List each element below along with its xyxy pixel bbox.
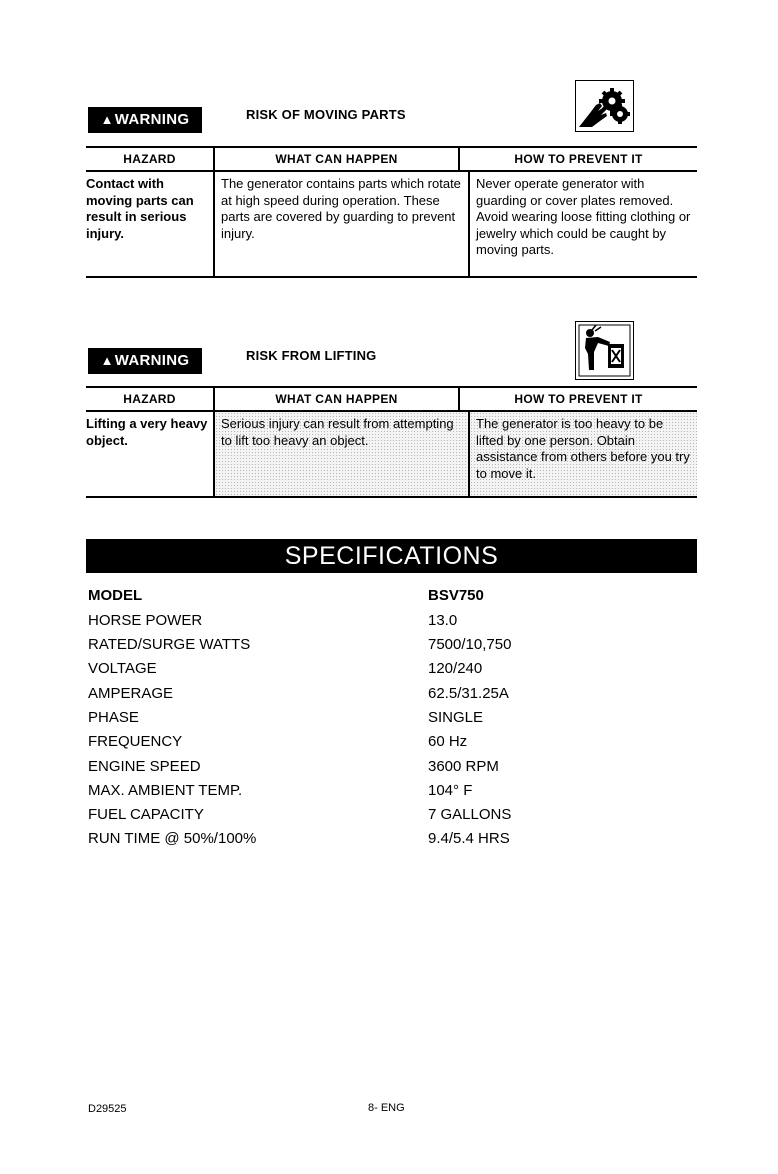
hazard-table-row xyxy=(86,412,697,496)
warning-badge-label: WARNING xyxy=(114,111,190,128)
spec-label: VOLTAGE xyxy=(88,660,157,677)
spec-value: 13.0 xyxy=(428,612,458,629)
spec-row xyxy=(88,806,648,830)
header-how-to-prevent: HOW TO PREVENT IT xyxy=(458,148,697,170)
spec-value: 120/240 xyxy=(428,660,483,677)
hazard-table-lifting xyxy=(86,386,697,498)
header-what-can-happen: WHAT CAN HAPPEN xyxy=(213,388,458,410)
hazard-table-header xyxy=(86,148,697,172)
hazard-table-row xyxy=(86,172,697,276)
page-number: 8- ENG xyxy=(368,1102,405,1114)
spec-row xyxy=(88,709,648,733)
hazard-text: Contact with moving parts can result in serious injury. xyxy=(86,176,194,241)
warning-badge-moving-parts xyxy=(88,107,202,133)
hazard-text: Lifting a very heavy object. xyxy=(86,416,208,448)
moving-parts-hand-gears-icon xyxy=(575,80,634,132)
spec-label: PHASE xyxy=(88,709,139,726)
spec-header-row xyxy=(88,587,648,611)
warning-triangle-icon: ▲ xyxy=(100,112,114,127)
warning-badge-lifting xyxy=(88,348,202,374)
header-what-can-happen: WHAT CAN HAPPEN xyxy=(213,148,458,170)
spec-row xyxy=(88,636,648,660)
spec-row xyxy=(88,612,648,636)
spec-value: 7500/10,750 xyxy=(428,636,512,653)
spec-value: SINGLE xyxy=(428,709,484,726)
hazard-table-moving-parts xyxy=(86,146,697,278)
spec-header-value: BSV750 xyxy=(428,587,484,604)
spec-value: 104° F xyxy=(428,782,473,799)
header-how-to-prevent: HOW TO PREVENT IT xyxy=(458,388,697,410)
spec-label: FUEL CAPACITY xyxy=(88,806,204,823)
spec-label: RATED/SURGE WATTS xyxy=(88,636,251,653)
specifications-title-bar: SPECIFICATIONS xyxy=(86,539,697,573)
spec-row xyxy=(88,660,648,684)
spec-row xyxy=(88,685,648,709)
lifting-person-icon xyxy=(575,321,634,380)
how-to-prevent-text: Never operate generator with guarding or cover plates removed. Avoid wearing loose fitting clothing or jewelry which could be caught by moving parts. xyxy=(468,172,697,276)
header-hazard: HAZARD xyxy=(123,392,176,406)
spec-row xyxy=(88,733,648,757)
spec-value: 7 GALLONS xyxy=(428,806,512,823)
spec-value: 60 Hz xyxy=(428,733,468,750)
spec-label: ENGINE SPEED xyxy=(88,758,201,775)
spec-label: HORSE POWER xyxy=(88,612,203,629)
how-to-prevent-text: The generator is too heavy to be lifted by one person. Obtain assistance from others before you try to move it. xyxy=(468,412,697,496)
spec-header-label: MODEL xyxy=(88,587,143,604)
spec-value: 9.4/5.4 HRS xyxy=(428,830,510,847)
spec-value: 3600 RPM xyxy=(428,758,499,775)
spec-row xyxy=(88,830,648,854)
risk-title-lifting: RISK FROM LIFTING xyxy=(246,348,377,363)
spec-label: RUN TIME @ 50%/100% xyxy=(88,830,257,847)
document-number: D29525 xyxy=(88,1103,127,1115)
spec-row xyxy=(88,782,648,806)
warning-badge-label: WARNING xyxy=(114,352,190,369)
spec-label: FREQUENCY xyxy=(88,733,183,750)
spec-label: AMPERAGE xyxy=(88,685,174,702)
hazard-table-header xyxy=(86,388,697,412)
what-can-happen-text: Serious injury can result from attempting to lift too heavy an object. xyxy=(213,412,468,496)
spec-value: 62.5/31.25A xyxy=(428,685,509,702)
spec-label: MAX. AMBIENT TEMP. xyxy=(88,782,243,799)
warning-triangle-icon: ▲ xyxy=(100,353,114,368)
what-can-happen-text: The generator contains parts which rotate at high speed during operation. These parts are covered by guarding to prevent injury. xyxy=(213,172,468,276)
header-hazard: HAZARD xyxy=(123,152,176,166)
spec-row xyxy=(88,758,648,782)
risk-title-moving-parts: RISK OF MOVING PARTS xyxy=(246,107,406,122)
